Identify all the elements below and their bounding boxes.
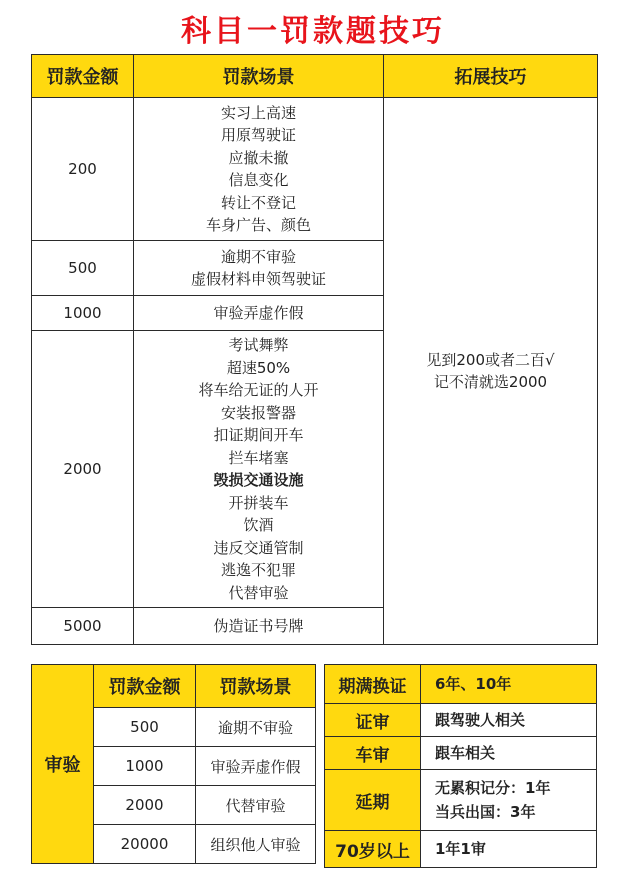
scene-item: 拦车堵塞 [228, 448, 289, 467]
audit-table-header [32, 665, 316, 708]
scene-cell [134, 98, 384, 241]
audit-header-scene: 罚款场景 [196, 665, 316, 708]
scene-item: 饮酒 [243, 516, 274, 534]
fine-table [31, 54, 598, 645]
renewal-table [324, 664, 597, 868]
renewal-row [325, 831, 597, 868]
audit-header-amount: 罚款金额 [94, 665, 196, 708]
renewal-key: 期满换证 [325, 665, 421, 704]
scene-cell [134, 241, 384, 296]
renewal-value: 跟车相关 [421, 737, 597, 770]
renewal-row [325, 704, 597, 737]
audit-amount: 2000 [94, 786, 196, 825]
audit-table [31, 664, 316, 864]
scene-item: 车身广告、颜色 [205, 216, 311, 234]
scene-item: 将车给无证的人开 [198, 381, 319, 399]
renewal-key: 车审 [325, 737, 421, 770]
fine-table-header [32, 55, 598, 98]
scene-item: 考试舞弊 [228, 336, 289, 354]
renewal-value-line: 当兵出国：3年 [435, 803, 536, 821]
audit-label: 审验 [32, 665, 94, 864]
renewal-key: 70岁以上 [325, 831, 421, 868]
renewal-key: 延期 [325, 770, 421, 831]
renewal-row [325, 737, 597, 770]
audit-scene: 代替审验 [196, 786, 316, 825]
scene-item: 代替审验 [228, 583, 289, 602]
scene-item: 逃逸不犯罪 [220, 561, 296, 579]
audit-scene: 组织他人审验 [196, 825, 316, 864]
scene-cell [134, 296, 384, 331]
scene-item: 安装报警器 [220, 403, 296, 422]
fine-row-200 [32, 98, 598, 241]
scene-item: 开拼装车 [228, 493, 289, 512]
renewal-value: 6年、10年 [421, 665, 597, 704]
audit-amount: 1000 [94, 747, 196, 786]
scene-item: 超速50% [226, 358, 291, 377]
scene-item: 转让不登记 [220, 193, 296, 212]
scene-item: 违反交通管制 [213, 538, 304, 557]
scene-cell [134, 331, 384, 608]
amount-cell: 1000 [32, 296, 134, 331]
audit-amount: 500 [94, 708, 196, 747]
amount-cell: 5000 [32, 608, 134, 645]
renewal-value: 1年1审 [421, 831, 597, 868]
scene-item: 信息变化 [228, 171, 289, 189]
renewal-value [421, 770, 597, 831]
tip-line: 记不清就选2000 [433, 373, 548, 391]
amount-cell: 2000 [32, 331, 134, 608]
scene-item: 应撤未撤 [228, 148, 289, 167]
renewal-value: 跟驾驶人相关 [421, 704, 597, 737]
renewal-row [325, 770, 597, 831]
renewal-value-line: 无累积记分：1年 [435, 779, 551, 797]
scene-item: 伪造证书号牌 [213, 616, 304, 635]
header-tip: 拓展技巧 [384, 55, 598, 98]
scene-cell [134, 608, 384, 645]
scene-item: 虚假材料申领驾驶证 [190, 270, 326, 288]
scene-item: 逾期不审验 [220, 247, 296, 266]
tip-line: 见到200或者二百√ [426, 350, 555, 369]
scene-item: 审验弄虚作假 [213, 303, 304, 322]
header-scene: 罚款场景 [134, 55, 384, 98]
renewal-key: 证审 [325, 704, 421, 737]
amount-cell: 200 [32, 98, 134, 241]
page-title: 科目一罚款题技巧 [181, 14, 445, 49]
scene-item: 扣证期间开车 [213, 426, 304, 444]
amount-cell: 500 [32, 241, 134, 296]
scene-item: 用原驾驶证 [220, 126, 296, 144]
header-amount: 罚款金额 [32, 55, 134, 98]
scene-item: 实习上高速 [220, 103, 296, 122]
tip-cell [384, 98, 598, 645]
audit-scene: 审验弄虚作假 [196, 747, 316, 786]
renewal-row [325, 665, 597, 704]
audit-amount: 20000 [94, 825, 196, 864]
scene-item: 毁损交通设施 [213, 471, 304, 489]
audit-scene: 逾期不审验 [196, 708, 316, 747]
